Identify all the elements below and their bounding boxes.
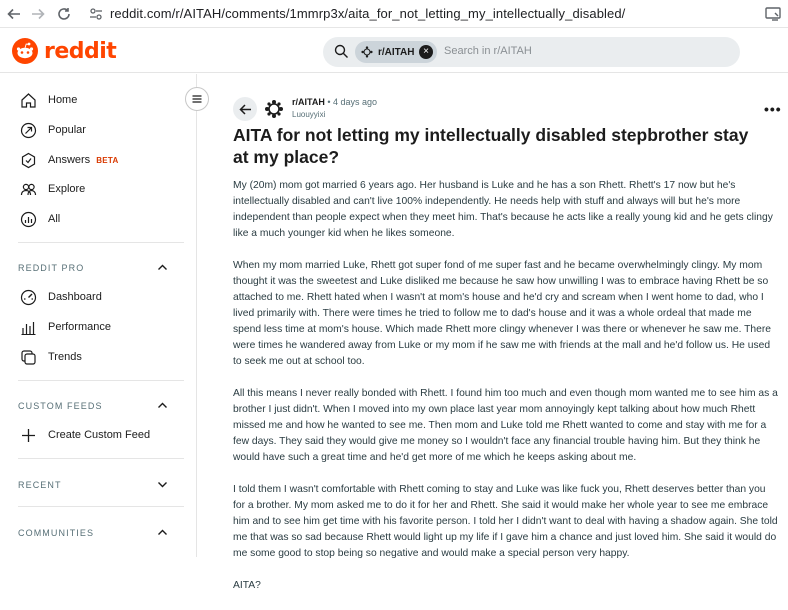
sidebar-item-home[interactable] (20, 89, 77, 111)
section-header-reddit-pro[interactable] (18, 262, 168, 273)
search-chip-label: r/AITAH (378, 46, 415, 58)
sidebar-item-trends[interactable] (20, 346, 82, 368)
clear-scope-icon[interactable]: × (419, 45, 433, 59)
subreddit-link[interactable]: r/AITAH (292, 97, 325, 107)
sidebar-item-label: Explore (48, 183, 86, 195)
explore-icon (20, 181, 37, 198)
sidebar-item-dashboard[interactable] (20, 286, 102, 308)
search-input[interactable]: Search in r/AITAH (444, 45, 532, 57)
more-options-icon[interactable]: ••• (764, 101, 782, 117)
reload-icon[interactable] (54, 4, 74, 24)
section-header-custom-feeds[interactable] (18, 400, 168, 411)
sidebar-divider (18, 458, 184, 459)
dashboard-icon (20, 289, 37, 306)
address-bar[interactable]: reddit.com/r/AITAH/comments/1mmrp3x/aita_for_not_letting_my_intellectually_disabled/ (110, 6, 626, 21)
collapse-sidebar-button[interactable] (185, 87, 209, 111)
post-paragraph: I told them I wasn't comfortable with Rhett coming to stay and Luke was like fuck you, Rhett deserves better than you for a brother. My mom asked me to do it for her and Rhett. She said it would make her whole year to see me embrace him and to see him get time with his favorite person. I told her I didn't want to deal with having a shadow again. She told me that was so sad because Rhett would light up my life if I gave him a chance and just loved him. She said it would do me some good to stop being so negative and would make a special person very happy. (233, 484, 778, 559)
trends-icon (20, 349, 37, 366)
reddit-logo[interactable] (12, 38, 116, 64)
sidebar-divider (18, 506, 184, 507)
back-arrow-icon[interactable] (4, 4, 24, 24)
chevron-up-icon (157, 527, 168, 538)
post-paragraph: All this means I never really bonded with Rhett. I found him too much and even though mom wanted me to see him as a brother I just didn't. When I moved into my own place last year mom annoyingly kept talking about how much Rhett missed me and how he wanted to see me. Then mom and Luke told me Rhett wanted to come and stay with me for a few days. They said they would give me money so I wouldn't face any financial trouble having him. But they think he would have such a great time and he'd get more of me which he keeps asking about me. (233, 388, 778, 463)
sidebar-item-all[interactable] (20, 208, 60, 230)
sidebar-item-label: Popular (48, 124, 86, 136)
post-author[interactable]: Luouyyixi (292, 110, 326, 119)
answers-icon (20, 152, 37, 169)
sidebar-item-popular[interactable] (20, 119, 86, 141)
create-custom-feed-button[interactable] (20, 424, 150, 446)
site-settings-icon[interactable] (88, 6, 104, 22)
section-title: REDDIT PRO (18, 262, 85, 273)
sidebar-item-label: Answers (48, 154, 91, 166)
search-icon (334, 44, 349, 59)
create-custom-feed-label: Create Custom Feed (48, 429, 151, 441)
sidebar-item-label: Performance (48, 321, 111, 333)
search-bar[interactable] (323, 37, 740, 67)
plus-icon (20, 427, 37, 444)
chevron-down-icon (157, 479, 168, 490)
post-meta (292, 97, 377, 107)
back-arrow-icon (239, 103, 252, 116)
cast-icon[interactable] (764, 5, 782, 23)
section-header-communities[interactable] (18, 527, 168, 538)
meta-separator: • (327, 97, 334, 107)
sidebar-item-label: Dashboard (48, 291, 102, 303)
post-age: 4 days ago (333, 97, 378, 107)
post-paragraph: My (20m) mom got married 6 years ago. Her husband is Luke and he has a son Rhett. Rhett's 17 now but he's intellectually disabled and can't live 100% independently. He needs help with stuff and always will but he's more independent than people expect when they meet him. That's because he acts like a really young kid and he gets clingy like a much younger kid when he likes someone. (233, 180, 773, 239)
sidebar-divider (18, 242, 184, 243)
sidebar-item-label: Trends (48, 351, 82, 363)
back-button[interactable] (233, 97, 257, 121)
left-sidebar (0, 74, 197, 557)
subreddit-avatar[interactable] (264, 99, 284, 119)
performance-icon (20, 319, 37, 336)
section-title: COMMUNITIES (18, 527, 95, 538)
all-icon (20, 211, 37, 228)
sidebar-item-answers[interactable] (20, 149, 119, 171)
sidebar-item-explore[interactable] (20, 178, 85, 200)
beta-badge: BETA (96, 155, 119, 165)
post-paragraph: AITA? (233, 580, 261, 591)
post-body (233, 178, 779, 610)
sidebar-item-performance[interactable] (20, 316, 111, 338)
post-title: AITA for not letting my intellectually disabled stepbrother stay at my place? (233, 125, 749, 167)
browser-toolbar (0, 0, 788, 28)
logo-text: reddit (44, 38, 117, 64)
post-paragraph: When my mom married Luke, Rhett got super fond of me super fast and he became overwhelmingly clingy. My mom thought it was the sweetest and Luke disliked me because he saw how unwilling I was to embrace having Rhett be so attached to me. Rhett hated when I wasn't at mom's house and he'd cry and scream when I went home to dad, who I lived primarily with. There were times he tried to follow me to dad's house and it was a whole ordeal that made me spend less time at mom's house. Which made Rhett more clingy whenever I was there or whenever he saw me. There were times he wandered away from Luke or my mom if he saw me with friends at the mall and he'd follow us. He used to seek me out at school too. (233, 260, 772, 367)
sidebar-divider (18, 380, 184, 381)
menu-icon (191, 93, 203, 105)
sidebar-item-label: All (48, 213, 61, 225)
chevron-up-icon (157, 262, 168, 273)
search-scope-chip[interactable] (355, 41, 437, 63)
chevron-up-icon (157, 400, 168, 411)
subreddit-icon (361, 46, 373, 58)
sidebar-item-label: Home (48, 94, 78, 106)
home-icon (20, 92, 37, 109)
popular-icon (20, 122, 37, 139)
forward-arrow-icon[interactable] (28, 4, 48, 24)
reddit-header (0, 29, 788, 73)
section-title: RECENT (18, 479, 62, 490)
section-header-recent[interactable] (18, 479, 168, 490)
snoo-icon (12, 38, 38, 64)
section-title: CUSTOM FEEDS (18, 400, 103, 411)
